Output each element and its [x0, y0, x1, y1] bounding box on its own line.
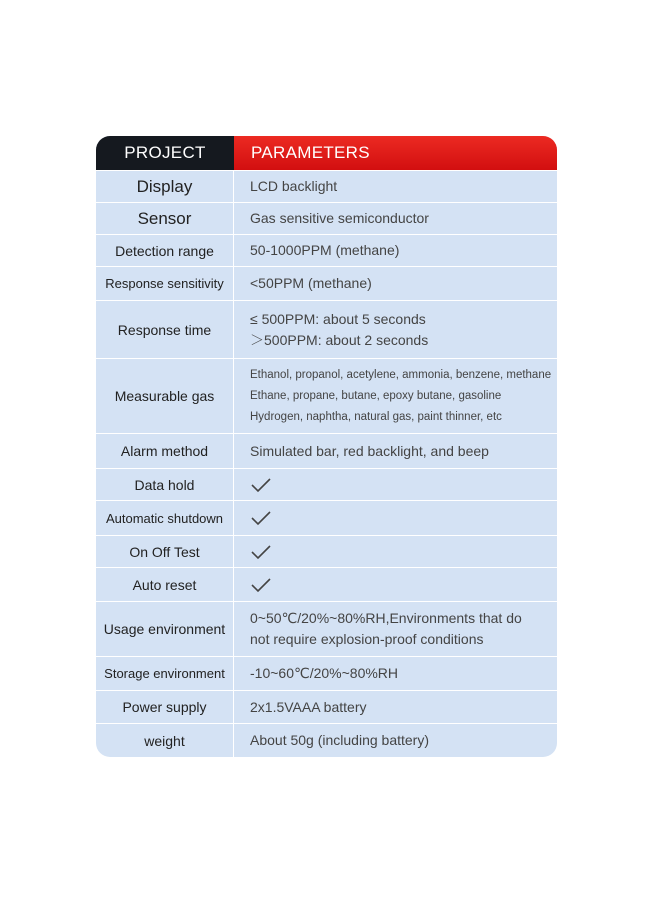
table-row: [96, 656, 557, 690]
row-name: Display: [96, 171, 234, 202]
value-line: 0~50℃/20%~80%RH,Environments that do: [250, 610, 522, 626]
value-line: not require explosion-proof conditions: [250, 631, 484, 647]
row-name: On Off Test: [96, 536, 234, 567]
row-value: [234, 501, 557, 535]
row-name: Power supply: [96, 691, 234, 723]
table-row: [96, 358, 557, 433]
value-line: About 50g (including battery): [250, 732, 429, 748]
table-row: [96, 690, 557, 723]
row-name: Automatic shutdown: [96, 501, 234, 535]
row-value: [234, 171, 557, 202]
row-value: [234, 568, 557, 601]
row-name: Alarm method: [96, 434, 234, 468]
check-icon: [250, 510, 272, 526]
row-value: [234, 602, 557, 656]
row-name: Auto reset: [96, 568, 234, 601]
table-row: [96, 535, 557, 567]
value-line: <50PPM (methane): [250, 275, 372, 291]
value-line: Gas sensitive semiconductor: [250, 210, 429, 226]
row-value: [234, 203, 557, 234]
row-value: [234, 536, 557, 567]
row-value: [234, 235, 557, 266]
table-row: [96, 468, 557, 500]
table-row: [96, 202, 557, 234]
value-line: LCD backlight: [250, 178, 338, 194]
row-value: [234, 267, 557, 300]
header-project: PROJECT: [96, 136, 234, 170]
check-icon: [250, 544, 272, 560]
value-line: 50-1000PPM (methane): [250, 242, 400, 258]
header-parameters: PARAMETERS: [234, 136, 557, 170]
row-value: [234, 359, 557, 433]
row-name: Data hold: [96, 469, 234, 500]
value-line: Hydrogen, naphtha, natural gas, paint thinner, etc: [250, 410, 502, 423]
table-row: [96, 567, 557, 601]
value-line: -10~60℃/20%~80%RH: [250, 665, 399, 681]
row-name: Response time: [96, 301, 234, 358]
row-name: weight: [96, 724, 234, 757]
row-name: Measurable gas: [96, 359, 234, 433]
table-row: [96, 500, 557, 535]
row-value: [234, 724, 557, 757]
value-line: Simulated bar, red backlight, and beep: [250, 442, 489, 459]
table-row: [96, 170, 557, 202]
row-name: Sensor: [96, 203, 234, 234]
row-name: Storage environment: [96, 657, 234, 690]
row-value: [234, 691, 557, 723]
table-row: [96, 300, 557, 358]
value-line: Ethanol, propanol, acetylene, ammonia, benzene, methane: [250, 368, 552, 381]
row-value: [234, 469, 557, 500]
check-icon: [250, 477, 272, 493]
row-value: [234, 657, 557, 690]
row-value: [234, 301, 557, 358]
row-name: Response sensitivity: [96, 267, 234, 300]
value-line: Ethane, propane, butane, epoxy butane, gasoline: [250, 389, 502, 402]
row-value: [234, 434, 557, 468]
row-name: Usage environment: [96, 602, 234, 656]
check-icon: [250, 577, 272, 593]
table-header: [96, 136, 557, 170]
table-row: [96, 266, 557, 300]
table-row: [96, 723, 557, 757]
value-line: 2x1.5VAAA battery: [250, 698, 367, 715]
value-line: ＞500PPM: about 2 seconds: [250, 331, 429, 348]
spec-table: [96, 136, 557, 757]
row-name: Detection range: [96, 235, 234, 266]
table-row: [96, 234, 557, 266]
value-line: ≤ 500PPM: about 5 seconds: [250, 310, 426, 327]
table-row: [96, 601, 557, 656]
table-row: [96, 433, 557, 468]
